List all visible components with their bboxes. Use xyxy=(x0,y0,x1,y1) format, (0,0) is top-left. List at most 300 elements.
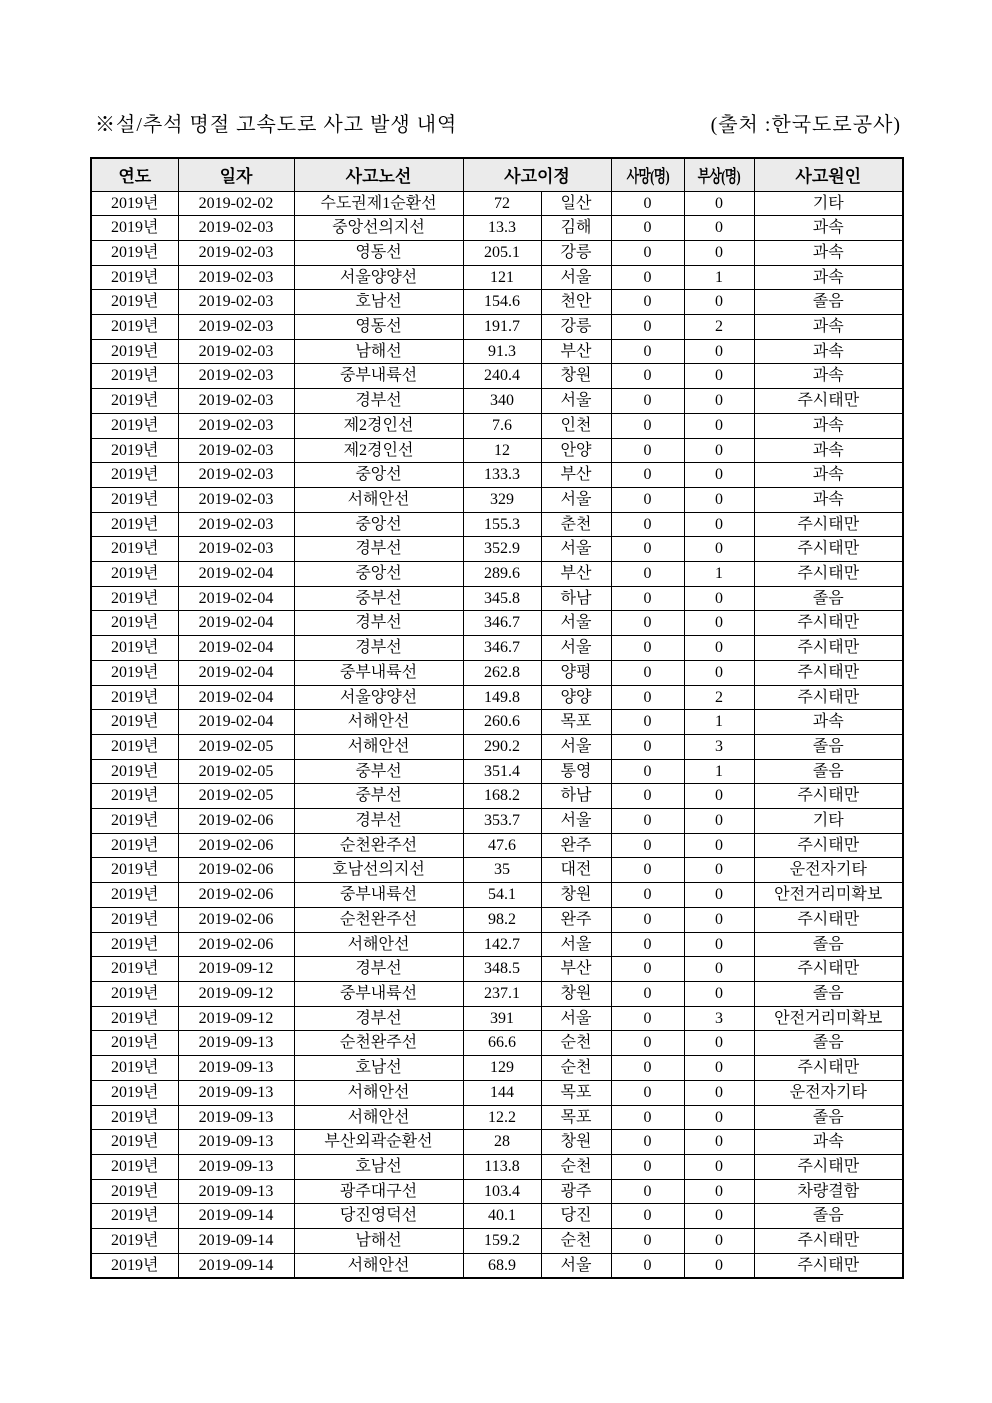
injuries-cell: 0 xyxy=(684,1229,754,1254)
table-row xyxy=(91,907,903,932)
table-row xyxy=(91,586,903,611)
year-cell: 2019년 xyxy=(91,413,178,438)
route-cell: 중부내륙선 xyxy=(294,364,463,389)
milepost-cell: 205.1 xyxy=(463,240,541,265)
cause-cell: 안전거리미확보 xyxy=(754,883,903,908)
route-cell: 영동선 xyxy=(294,315,463,340)
route-cell: 영동선 xyxy=(294,240,463,265)
year-cell: 2019년 xyxy=(91,710,178,735)
location-cell: 하남 xyxy=(541,784,611,809)
location-cell: 서울 xyxy=(541,537,611,562)
deaths-cell: 0 xyxy=(611,191,684,216)
deaths-cell: 0 xyxy=(611,809,684,834)
injuries-cell: 0 xyxy=(684,1130,754,1155)
year-cell: 2019년 xyxy=(91,512,178,537)
year-cell: 2019년 xyxy=(91,339,178,364)
year-cell: 2019년 xyxy=(91,389,178,414)
deaths-cell: 0 xyxy=(611,1056,684,1081)
route-cell: 수도권제1순환선 xyxy=(294,191,463,216)
milepost-cell: 98.2 xyxy=(463,907,541,932)
year-cell: 2019년 xyxy=(91,660,178,685)
table-row xyxy=(91,438,903,463)
milepost-cell: 35 xyxy=(463,858,541,883)
date-cell: 2019-02-02 xyxy=(178,191,294,216)
deaths-cell: 0 xyxy=(611,660,684,685)
route-cell: 서해안선 xyxy=(294,1253,463,1278)
injuries-cell: 0 xyxy=(684,1179,754,1204)
date-cell: 2019-02-06 xyxy=(178,883,294,908)
milepost-cell: 351.4 xyxy=(463,759,541,784)
year-cell: 2019년 xyxy=(91,216,178,241)
date-cell: 2019-02-06 xyxy=(178,809,294,834)
route-cell: 경부선 xyxy=(294,611,463,636)
table-row xyxy=(91,636,903,661)
cause-cell: 졸음 xyxy=(754,1105,903,1130)
milepost-cell: 290.2 xyxy=(463,734,541,759)
title-bar xyxy=(95,108,901,137)
location-cell: 창원 xyxy=(541,1130,611,1155)
route-cell: 부산외곽순환선 xyxy=(294,1130,463,1155)
date-cell: 2019-02-04 xyxy=(178,562,294,587)
location-cell: 서울 xyxy=(541,636,611,661)
cause-cell: 과속 xyxy=(754,487,903,512)
location-cell: 김해 xyxy=(541,216,611,241)
milepost-cell: 346.7 xyxy=(463,611,541,636)
deaths-cell: 0 xyxy=(611,1130,684,1155)
injuries-cell: 0 xyxy=(684,586,754,611)
injuries-cell: 0 xyxy=(684,364,754,389)
injuries-cell: 0 xyxy=(684,858,754,883)
cause-cell: 과속 xyxy=(754,710,903,735)
table-row xyxy=(91,265,903,290)
injuries-cell: 0 xyxy=(684,809,754,834)
table-row xyxy=(91,1253,903,1278)
location-cell: 일산 xyxy=(541,191,611,216)
cause-cell: 주시태만 xyxy=(754,562,903,587)
table-row xyxy=(91,1154,903,1179)
milepost-cell: 113.8 xyxy=(463,1154,541,1179)
injuries-cell: 1 xyxy=(684,562,754,587)
cause-cell: 차량결함 xyxy=(754,1179,903,1204)
year-cell: 2019년 xyxy=(91,1204,178,1229)
year-cell: 2019년 xyxy=(91,883,178,908)
injuries-cell: 0 xyxy=(684,660,754,685)
route-cell: 중앙선 xyxy=(294,463,463,488)
milepost-cell: 103.4 xyxy=(463,1179,541,1204)
table-row xyxy=(91,1204,903,1229)
milepost-cell: 133.3 xyxy=(463,463,541,488)
location-cell: 창원 xyxy=(541,364,611,389)
route-cell: 서해안선 xyxy=(294,1105,463,1130)
cause-cell: 과속 xyxy=(754,438,903,463)
deaths-cell: 0 xyxy=(611,1253,684,1278)
deaths-cell: 0 xyxy=(611,487,684,512)
route-cell: 중부내륙선 xyxy=(294,883,463,908)
deaths-cell: 0 xyxy=(611,339,684,364)
table-row xyxy=(91,216,903,241)
table-row xyxy=(91,734,903,759)
cause-cell: 졸음 xyxy=(754,932,903,957)
date-cell: 2019-09-12 xyxy=(178,982,294,1007)
route-cell: 광주대구선 xyxy=(294,1179,463,1204)
cause-cell: 주시태만 xyxy=(754,636,903,661)
milepost-cell: 154.6 xyxy=(463,290,541,315)
route-cell: 중앙선의지선 xyxy=(294,216,463,241)
date-cell: 2019-02-04 xyxy=(178,636,294,661)
year-cell: 2019년 xyxy=(91,562,178,587)
date-cell: 2019-09-14 xyxy=(178,1229,294,1254)
milepost-cell: 155.3 xyxy=(463,512,541,537)
deaths-cell: 0 xyxy=(611,784,684,809)
table-row xyxy=(91,932,903,957)
table-row xyxy=(91,364,903,389)
cause-cell: 주시태만 xyxy=(754,1229,903,1254)
milepost-cell: 353.7 xyxy=(463,809,541,834)
year-cell: 2019년 xyxy=(91,1105,178,1130)
location-cell: 양양 xyxy=(541,685,611,710)
milepost-cell: 129 xyxy=(463,1056,541,1081)
injuries-cell: 0 xyxy=(684,932,754,957)
date-cell: 2019-02-03 xyxy=(178,265,294,290)
header-cause: 사고원인 xyxy=(754,158,903,191)
deaths-cell: 0 xyxy=(611,240,684,265)
year-cell: 2019년 xyxy=(91,759,178,784)
route-cell: 호남선 xyxy=(294,1154,463,1179)
milepost-cell: 289.6 xyxy=(463,562,541,587)
location-cell: 창원 xyxy=(541,982,611,1007)
route-cell: 중부선 xyxy=(294,586,463,611)
cause-cell: 과속 xyxy=(754,463,903,488)
year-cell: 2019년 xyxy=(91,537,178,562)
deaths-cell: 0 xyxy=(611,611,684,636)
cause-cell: 주시태만 xyxy=(754,660,903,685)
cause-cell: 과속 xyxy=(754,240,903,265)
injuries-cell: 0 xyxy=(684,1154,754,1179)
injuries-cell: 0 xyxy=(684,907,754,932)
table-row xyxy=(91,1229,903,1254)
date-cell: 2019-09-13 xyxy=(178,1179,294,1204)
injuries-cell: 0 xyxy=(684,611,754,636)
date-cell: 2019-02-03 xyxy=(178,240,294,265)
cause-cell: 주시태만 xyxy=(754,611,903,636)
table-row xyxy=(91,660,903,685)
date-cell: 2019-09-13 xyxy=(178,1154,294,1179)
route-cell: 호남선 xyxy=(294,290,463,315)
route-cell: 서울양양선 xyxy=(294,685,463,710)
milepost-cell: 66.6 xyxy=(463,1031,541,1056)
table-row xyxy=(91,240,903,265)
table-row xyxy=(91,315,903,340)
milepost-cell: 340 xyxy=(463,389,541,414)
location-cell: 순천 xyxy=(541,1031,611,1056)
deaths-cell: 0 xyxy=(611,1105,684,1130)
route-cell: 중앙선 xyxy=(294,562,463,587)
location-cell: 서울 xyxy=(541,932,611,957)
milepost-cell: 13.3 xyxy=(463,216,541,241)
injuries-cell: 0 xyxy=(684,957,754,982)
location-cell: 대전 xyxy=(541,858,611,883)
header-row xyxy=(91,158,903,191)
location-cell: 서울 xyxy=(541,734,611,759)
milepost-cell: 345.8 xyxy=(463,586,541,611)
date-cell: 2019-02-04 xyxy=(178,710,294,735)
injuries-cell: 0 xyxy=(684,1031,754,1056)
year-cell: 2019년 xyxy=(91,364,178,389)
injuries-cell: 0 xyxy=(684,389,754,414)
date-cell: 2019-02-04 xyxy=(178,660,294,685)
milepost-cell: 391 xyxy=(463,1006,541,1031)
cause-cell: 졸음 xyxy=(754,1031,903,1056)
cause-cell: 주시태만 xyxy=(754,537,903,562)
milepost-cell: 91.3 xyxy=(463,339,541,364)
deaths-cell: 0 xyxy=(611,734,684,759)
table-row xyxy=(91,883,903,908)
date-cell: 2019-02-05 xyxy=(178,759,294,784)
deaths-cell: 0 xyxy=(611,290,684,315)
cause-cell: 주시태만 xyxy=(754,685,903,710)
deaths-cell: 0 xyxy=(611,438,684,463)
deaths-cell: 0 xyxy=(611,1031,684,1056)
injuries-cell: 0 xyxy=(684,1080,754,1105)
cause-cell: 주시태만 xyxy=(754,1154,903,1179)
year-cell: 2019년 xyxy=(91,438,178,463)
table-row xyxy=(91,759,903,784)
location-cell: 강릉 xyxy=(541,240,611,265)
table-row xyxy=(91,389,903,414)
injuries-cell: 0 xyxy=(684,240,754,265)
route-cell: 경부선 xyxy=(294,636,463,661)
location-cell: 목포 xyxy=(541,1105,611,1130)
milepost-cell: 12.2 xyxy=(463,1105,541,1130)
injuries-cell: 0 xyxy=(684,413,754,438)
cause-cell: 과속 xyxy=(754,315,903,340)
accident-table xyxy=(90,157,904,1279)
year-cell: 2019년 xyxy=(91,858,178,883)
deaths-cell: 0 xyxy=(611,982,684,1007)
table-row xyxy=(91,512,903,537)
deaths-cell: 0 xyxy=(611,1154,684,1179)
year-cell: 2019년 xyxy=(91,240,178,265)
cause-cell: 주시태만 xyxy=(754,907,903,932)
table-row xyxy=(91,290,903,315)
location-cell: 하남 xyxy=(541,586,611,611)
location-cell: 서울 xyxy=(541,809,611,834)
route-cell: 경부선 xyxy=(294,1006,463,1031)
year-cell: 2019년 xyxy=(91,833,178,858)
milepost-cell: 159.2 xyxy=(463,1229,541,1254)
date-cell: 2019-09-14 xyxy=(178,1204,294,1229)
cause-cell: 과속 xyxy=(754,339,903,364)
location-cell: 천안 xyxy=(541,290,611,315)
year-cell: 2019년 xyxy=(91,586,178,611)
injuries-cell: 0 xyxy=(684,1204,754,1229)
date-cell: 2019-02-03 xyxy=(178,487,294,512)
date-cell: 2019-02-03 xyxy=(178,413,294,438)
table-row xyxy=(91,710,903,735)
location-cell: 부산 xyxy=(541,562,611,587)
cause-cell: 과속 xyxy=(754,216,903,241)
injuries-cell: 0 xyxy=(684,833,754,858)
date-cell: 2019-02-03 xyxy=(178,537,294,562)
year-cell: 2019년 xyxy=(91,1179,178,1204)
injuries-cell: 0 xyxy=(684,636,754,661)
year-cell: 2019년 xyxy=(91,1006,178,1031)
injuries-cell: 0 xyxy=(684,784,754,809)
route-cell: 경부선 xyxy=(294,957,463,982)
table-row xyxy=(91,1056,903,1081)
route-cell: 경부선 xyxy=(294,809,463,834)
year-cell: 2019년 xyxy=(91,265,178,290)
cause-cell: 졸음 xyxy=(754,290,903,315)
injuries-cell: 0 xyxy=(684,487,754,512)
deaths-cell: 0 xyxy=(611,216,684,241)
year-cell: 2019년 xyxy=(91,982,178,1007)
location-cell: 목포 xyxy=(541,1080,611,1105)
route-cell: 서해안선 xyxy=(294,734,463,759)
location-cell: 춘천 xyxy=(541,512,611,537)
date-cell: 2019-02-05 xyxy=(178,734,294,759)
injuries-cell: 2 xyxy=(684,685,754,710)
deaths-cell: 0 xyxy=(611,413,684,438)
milepost-cell: 54.1 xyxy=(463,883,541,908)
deaths-cell: 0 xyxy=(611,957,684,982)
location-cell: 안양 xyxy=(541,438,611,463)
header-date: 일자 xyxy=(178,158,294,191)
route-cell: 서해안선 xyxy=(294,1080,463,1105)
year-cell: 2019년 xyxy=(91,636,178,661)
milepost-cell: 149.8 xyxy=(463,685,541,710)
location-cell: 완주 xyxy=(541,833,611,858)
cause-cell: 졸음 xyxy=(754,734,903,759)
cause-cell: 졸음 xyxy=(754,759,903,784)
cause-cell: 운전자기타 xyxy=(754,858,903,883)
route-cell: 호남선 xyxy=(294,1056,463,1081)
injuries-cell: 0 xyxy=(684,216,754,241)
date-cell: 2019-02-04 xyxy=(178,611,294,636)
page-title: ※설/추석 명절 고속도로 사고 발생 내역 xyxy=(95,114,458,136)
injuries-cell: 0 xyxy=(684,463,754,488)
route-cell: 서해안선 xyxy=(294,932,463,957)
injuries-cell: 0 xyxy=(684,982,754,1007)
table-row xyxy=(91,858,903,883)
date-cell: 2019-02-04 xyxy=(178,685,294,710)
cause-cell: 주시태만 xyxy=(754,957,903,982)
milepost-cell: 191.7 xyxy=(463,315,541,340)
deaths-cell: 0 xyxy=(611,858,684,883)
date-cell: 2019-09-12 xyxy=(178,957,294,982)
year-cell: 2019년 xyxy=(91,463,178,488)
date-cell: 2019-09-13 xyxy=(178,1056,294,1081)
cause-cell: 주시태만 xyxy=(754,833,903,858)
route-cell: 호남선의지선 xyxy=(294,858,463,883)
date-cell: 2019-02-03 xyxy=(178,216,294,241)
location-cell: 서울 xyxy=(541,1253,611,1278)
table-row xyxy=(91,784,903,809)
cause-cell: 과속 xyxy=(754,413,903,438)
date-cell: 2019-02-03 xyxy=(178,512,294,537)
location-cell: 서울 xyxy=(541,1006,611,1031)
route-cell: 중부선 xyxy=(294,784,463,809)
table-row xyxy=(91,1179,903,1204)
milepost-cell: 121 xyxy=(463,265,541,290)
deaths-cell: 0 xyxy=(611,562,684,587)
year-cell: 2019년 xyxy=(91,315,178,340)
date-cell: 2019-02-04 xyxy=(178,586,294,611)
year-cell: 2019년 xyxy=(91,290,178,315)
date-cell: 2019-09-12 xyxy=(178,1006,294,1031)
location-cell: 서울 xyxy=(541,389,611,414)
location-cell: 강릉 xyxy=(541,315,611,340)
injuries-cell: 3 xyxy=(684,734,754,759)
table-row xyxy=(91,982,903,1007)
table-header xyxy=(91,158,903,191)
cause-cell: 안전거리미확보 xyxy=(754,1006,903,1031)
cause-cell: 졸음 xyxy=(754,982,903,1007)
date-cell: 2019-02-06 xyxy=(178,932,294,957)
milepost-cell: 7.6 xyxy=(463,413,541,438)
route-cell: 순천완주선 xyxy=(294,907,463,932)
table-row xyxy=(91,685,903,710)
date-cell: 2019-02-06 xyxy=(178,907,294,932)
year-cell: 2019년 xyxy=(91,611,178,636)
route-cell: 경부선 xyxy=(294,389,463,414)
table-row xyxy=(91,463,903,488)
date-cell: 2019-02-03 xyxy=(178,438,294,463)
deaths-cell: 0 xyxy=(611,883,684,908)
deaths-cell: 0 xyxy=(611,932,684,957)
milepost-cell: 348.5 xyxy=(463,957,541,982)
deaths-cell: 0 xyxy=(611,463,684,488)
location-cell: 서울 xyxy=(541,487,611,512)
cause-cell: 과속 xyxy=(754,265,903,290)
milepost-cell: 329 xyxy=(463,487,541,512)
cause-cell: 주시태만 xyxy=(754,1253,903,1278)
milepost-cell: 352.9 xyxy=(463,537,541,562)
table-row xyxy=(91,1006,903,1031)
milepost-cell: 237.1 xyxy=(463,982,541,1007)
location-cell: 인천 xyxy=(541,413,611,438)
milepost-cell: 72 xyxy=(463,191,541,216)
injuries-cell: 0 xyxy=(684,512,754,537)
route-cell: 서울양양선 xyxy=(294,265,463,290)
table-row xyxy=(91,487,903,512)
deaths-cell: 0 xyxy=(611,1204,684,1229)
route-cell: 중앙선 xyxy=(294,512,463,537)
route-cell: 제2경인선 xyxy=(294,413,463,438)
deaths-cell: 0 xyxy=(611,265,684,290)
injuries-cell: 0 xyxy=(684,339,754,364)
milepost-cell: 40.1 xyxy=(463,1204,541,1229)
year-cell: 2019년 xyxy=(91,685,178,710)
milepost-cell: 142.7 xyxy=(463,932,541,957)
route-cell: 경부선 xyxy=(294,537,463,562)
route-cell: 남해선 xyxy=(294,1229,463,1254)
injuries-cell: 0 xyxy=(684,1253,754,1278)
table-row xyxy=(91,1130,903,1155)
date-cell: 2019-02-03 xyxy=(178,315,294,340)
route-cell: 당진영덕선 xyxy=(294,1204,463,1229)
injuries-cell: 0 xyxy=(684,290,754,315)
date-cell: 2019-09-13 xyxy=(178,1031,294,1056)
header-deaths: 사망(명) xyxy=(611,158,684,191)
deaths-cell: 0 xyxy=(611,907,684,932)
route-cell: 제2경인선 xyxy=(294,438,463,463)
location-cell: 당진 xyxy=(541,1204,611,1229)
deaths-cell: 0 xyxy=(611,685,684,710)
location-cell: 부산 xyxy=(541,957,611,982)
table-row xyxy=(91,611,903,636)
milepost-cell: 168.2 xyxy=(463,784,541,809)
